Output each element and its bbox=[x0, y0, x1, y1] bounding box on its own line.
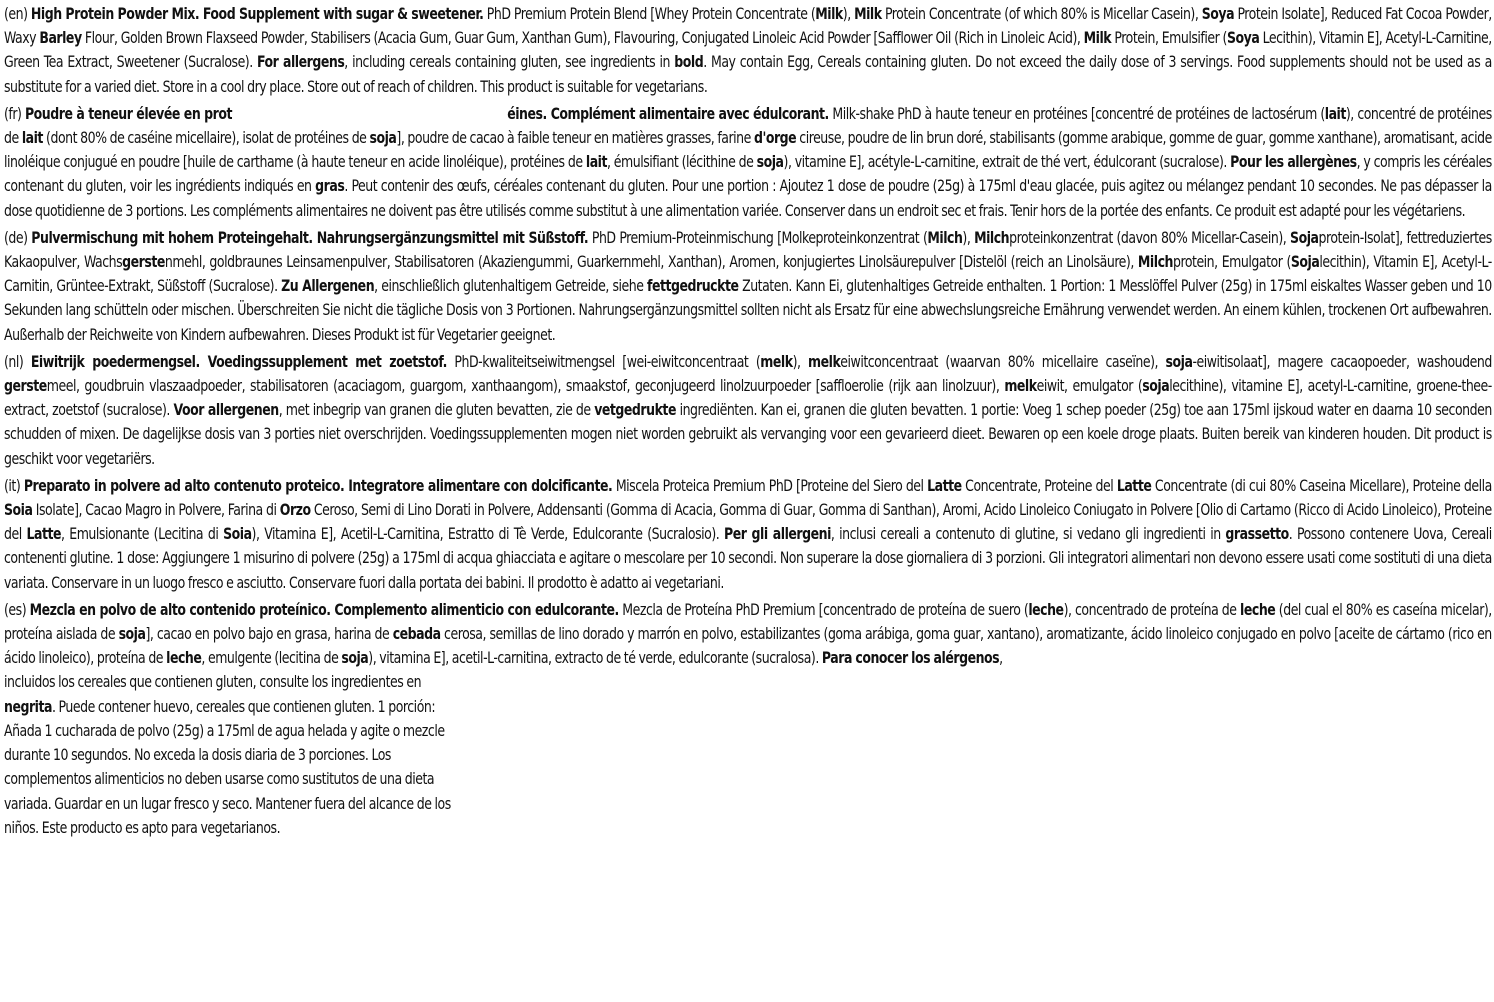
bold-run: cebada bbox=[392, 624, 441, 644]
bold-run: leche bbox=[166, 648, 202, 668]
bold-run: Soia bbox=[223, 524, 252, 544]
bold-run: Mezcla en polvo de alto contenido proteínico. Complemento alimenticio con edulcorante. bbox=[29, 599, 619, 619]
bold-run: Soja bbox=[1290, 227, 1319, 247]
text-run: ), concentrado de proteína de bbox=[1063, 599, 1241, 619]
text-run: . Peut contenir des œufs, céréales contenant du gluten. Pour une portion : Ajoutez 1 dose de poudre (25g) à 175ml d'eau glacée, puis agitez ou mélangez pendant 10 secondes. Ne pas dépasser la dose quotidienne de 3 portions. Les compléments alimentaires ne doivent pas être utilisés comme substitut à une alimentation variée. Conserver dans un endroit sec et frais. Tenir hors de la portée des enfants. Ce produit est adapté pour les végétariens. bbox=[4, 176, 1492, 220]
section-nl bbox=[4, 350, 1492, 471]
text-run: Milk-shake PhD à haute teneur en protéines [concentré de protéines de lactosérum ( bbox=[828, 103, 1325, 123]
text-run: (del cual el 80% es caseína micelar), proteína aislada de bbox=[4, 599, 1492, 644]
bold-run: Soya bbox=[1226, 28, 1260, 48]
text-run: eiwitconcentraat (waarvan 80% micellaire caseïne), bbox=[840, 351, 1166, 371]
label-text-document bbox=[4, 2, 1492, 843]
text-run: PhD Premium Protein Blend [Whey Protein Concentrate ( bbox=[483, 4, 816, 23]
section-de bbox=[4, 226, 1492, 347]
text-run: Protein Isolate], Reduced Fat Cocoa Powder, Waxy bbox=[4, 4, 1492, 48]
bold-run: melk bbox=[760, 351, 793, 371]
text-run: , emulgente (lecitina de bbox=[201, 648, 342, 668]
text-run: cireuse, poudre de lin brun doré, stabilisants (gomme arabique, gomme de guar, gomme xanthane), aromatisant, acide linoléique conjugué en poudre [huile de carthame (à haute teneur en acide linoléique), protéines de bbox=[4, 128, 1492, 172]
bold-run: soja bbox=[341, 648, 369, 668]
text-run: eiwit, emulgator ( bbox=[1036, 376, 1143, 396]
bold-run: Latte bbox=[26, 524, 62, 544]
bold-run: For allergens bbox=[257, 52, 345, 72]
text-run: lecithine), vitamine E], acetyl-L-carnitine, groene-thee-extract, zoetstof (sucralose). bbox=[4, 376, 1492, 420]
text-run: ), bbox=[842, 4, 855, 23]
bold-run: éines. Complément alimentaire avec édulcorant. bbox=[507, 103, 829, 123]
section-fr bbox=[4, 102, 1492, 223]
text-run: -eiwitisolaat], magere cacaopoeder, washoudend bbox=[1192, 351, 1492, 371]
text-run: Concentrate (di cui 80% Caseina Micellare), Proteine della bbox=[1151, 475, 1492, 495]
text-run: , émulsifiant (lécithine de bbox=[607, 152, 757, 172]
text-run: . Possono contenere Uova, Cereali contenenti glutine. 1 dose: Aggiungere 1 misurino di polvere (25g) a 175ml di acqua ghiacciata e agitare o mescolare per 10 secondi. Non superare la dose giornaliera di 3 porzioni. Gli integratori alimentari non devono essere usati come sostituti di una dieta variata. Conservare in un luogo fresco e asciutto. Conservare fuori dalla portata dei babini. Il prodotto è adatto ai vegetariani. bbox=[4, 524, 1492, 592]
bold-run: Latte bbox=[1116, 475, 1152, 495]
bold-run: Latte bbox=[927, 475, 962, 495]
text-run: Isolate], Cacao Magro in Polvere, Farina di bbox=[32, 500, 280, 520]
text-run: Concentrate, Proteine del bbox=[961, 475, 1117, 495]
bold-run: Eiwitrijk poedermengsel. Voedingssupplement met zoetstof. bbox=[30, 351, 447, 371]
text-run: , bbox=[999, 648, 1003, 668]
text-run: . May contain Egg, Cereals containing gluten. Do not exceed the daily dose of 3 servings. Food supplements should not be used as a substitute for a varied diet. Store in a cool dry place. Store out of reach of children. This product is suitable for vegetarians. bbox=[4, 52, 1492, 96]
text-run: Ceroso, Semi di Lino Dorati in Polvere, Addensanti (Gomma di Acacia, Gomma di Guar, Gomma di Santhan), Aromi, Acido Linoleico Coniugato in Polvere [Olio di Cartamo (Ricco di Acido Linoleico), Proteine del bbox=[4, 500, 1492, 544]
bold-run: bold bbox=[674, 52, 704, 72]
bold-run: vetgedrukte bbox=[594, 400, 676, 420]
text-run: protein-Isolat], fettreduziertes Kakaopulver, Wachs bbox=[4, 227, 1492, 272]
bold-run: Pour les allergènes bbox=[1230, 152, 1357, 172]
bold-run: gerste bbox=[122, 252, 165, 272]
bold-run: soja bbox=[118, 624, 146, 644]
bold-run: Soja bbox=[1290, 252, 1320, 272]
text-run: ), bbox=[792, 351, 809, 371]
bold-run: gras bbox=[315, 176, 345, 196]
text-run: cerosa, semillas de lino dorado y marrón en polvo, estabilizantes (goma arábiga, goma guar, xantano), aromatizante, ácido linoleico conjugado en polvo [aceite de cártamo (rico en ácido linoleico), proteína de bbox=[4, 624, 1492, 668]
bold-run: soja bbox=[756, 152, 784, 172]
text-run: Protein Concentrate (of which 80% is Micellar Casein), bbox=[881, 4, 1202, 23]
text-run: , y compris les céréales contenant du gluten, voir les ingrédients indiqués en bbox=[4, 152, 1492, 196]
text-run: ], poudre de cacao à faible teneur en matières grasses, farine bbox=[396, 128, 754, 148]
text-run: nmehl, goldbraunes Leinsamenpulver, Stabilisatoren (Akaziengummi, Guarkernmehl, Xanthan), Aromen, konjugiertes Linolsäurepulver [Distelöl (reich an Linolsäure), bbox=[164, 252, 1138, 272]
section-es-continued bbox=[4, 670, 451, 839]
section-en bbox=[4, 2, 1492, 99]
text-run: Lecithin), Vitamin E], Acetyl-L-Carnitine, Green Tea Extract, Sweetener (Sucralose). bbox=[4, 28, 1492, 72]
text-run: (it) bbox=[4, 475, 24, 495]
text-run: (en) bbox=[4, 4, 31, 23]
bold-run: soja bbox=[1142, 376, 1170, 396]
text-run: ), Vitamina E], Acetil-L-Carnitina, Estratto di Tè Verde, Edulcorante (Sucralosio). bbox=[251, 524, 725, 544]
text-run: Protein, Emulsifier ( bbox=[1111, 28, 1227, 48]
text-run: . Puede contener huevo, cereales que contienen gluten. 1 porción: Añada 1 cucharada de polvo (25g) a 175ml de agua helada y agite o mezcle durante 10 segundos. No exceda la dosis diaria de 3 porciones. Los complementos alimenticios no deben usarse como sustitutos de una dieta variada. Guardar en un lugar fresco y seco. Mantener fuera del alcance de los niños. Este producto es apto para vegetarianos. bbox=[4, 696, 451, 837]
text-run: protein, Emulgator ( bbox=[1172, 252, 1291, 272]
text-run: meel, goudbruin vlaszaadpoeder, stabilisatoren (acaciagom, guargom, xanthaangom), smaakstof, geconjugeerd linolzuurpoeder [saffloerolie (rijk aan linolzuur), bbox=[46, 376, 1005, 396]
bold-run: leche bbox=[1240, 599, 1276, 619]
bold-run: Para conocer los alérgenos bbox=[821, 648, 1000, 668]
bold-run: leche bbox=[1028, 599, 1064, 619]
text-run: lecithin), Vitamin E], Acetyl-L-Carnitin, Grüntee-Extrakt, Süßstoff (Sucralose). bbox=[4, 252, 1492, 296]
bold-run: d'orge bbox=[753, 128, 797, 148]
text-run: ], cacao en polvo bajo en grasa, harina de bbox=[145, 624, 393, 644]
text-run: , Emulsionante (Lecitina di bbox=[61, 524, 224, 544]
bold-run: lait bbox=[1324, 103, 1346, 123]
bold-run: Soia bbox=[4, 500, 33, 520]
bold-run: Zu Allergenen bbox=[281, 276, 375, 296]
text-run: Miscela Proteica Premium PhD [Proteine del Siero del bbox=[612, 475, 928, 495]
bold-run: melk bbox=[808, 351, 841, 371]
bold-run: High Protein Powder Mix. Food Supplement with sugar & sweetener. bbox=[30, 4, 484, 23]
text-run: , inclusi cereali a contenuto di glutine, si vedano gli ingredienti in bbox=[830, 524, 1226, 544]
bold-run: Orzo bbox=[279, 500, 311, 520]
text-run: PhD Premium-Proteinmischung [Molkeproteinkonzentrat ( bbox=[588, 227, 928, 247]
text-run: (fr) bbox=[4, 103, 25, 123]
text-run: Zutaten. Kann Ei, glutenhaltiges Getreide enthalten. 1 Portion: 1 Messlöffel Pulver (25g) in 175ml eiskaltes Wasser geben und 10 Sekunden lang schütteln oder mischen. Überschreiten Sie nicht die tägliche Dosis von 3 Portionen. Nahrungsergänzungsmittel sollten nicht als Ersatz für eine abwechslungsreiche Ernährung verwendet werden. An einem kühlen, trockenen Ort aufbewahren. Außerhalb der Reichweite von Kindern aufbewahren. Dieses Produkt ist für Vegetarier geeignet. bbox=[4, 276, 1492, 344]
text-run: (dont 80% de caséine micellaire), isolat de protéines de bbox=[42, 128, 370, 148]
bold-run: Pulvermischung mit hohem Proteingehalt. Nahrungsergänzungsmittel mit Süßstoff. bbox=[31, 227, 589, 247]
text-run: , including cereals containing gluten, see ingredients in bbox=[344, 52, 675, 72]
text-run: ingrediënten. Kan ei, granen die gluten bevatten. 1 portie: Voeg 1 schep poeder (25g) toe aan 175ml ijskoud water en daarna 10 seconden schudden of mixen. De dagelijkse dosis van 3 porties niet overschrijden. Voedingssupplementen mogen niet worden gebruikt als vervanging voor een gevarieerd dieet. Bewaren op een koele droge plaats. Buiten bereik van kinderen houden. Dit product is geschikt voor vegetariërs. bbox=[4, 400, 1492, 468]
text-run: , met inbegrip van granen die gluten bevatten, zie de bbox=[278, 400, 595, 420]
text-run: , einschließlich glutenhaltigem Getreide, siehe bbox=[374, 276, 647, 296]
text-run: ), vitamina E], acetil-L-carnitina, extracto de té verde, edulcorante (sucralosa). bbox=[368, 648, 822, 668]
text-run: ), vitamine E], acétyle-L-carnitine, extrait de thé vert, édulcorant (sucralose). bbox=[783, 152, 1231, 172]
bold-run: lait bbox=[585, 152, 608, 172]
bold-run: Milk bbox=[854, 4, 882, 23]
bold-run: Milk bbox=[1083, 28, 1112, 48]
section-it bbox=[4, 474, 1492, 595]
bold-run: Soya bbox=[1201, 4, 1235, 23]
bold-run: negrita bbox=[4, 696, 52, 716]
bold-run: Per gli allergeni bbox=[724, 524, 831, 544]
section-es bbox=[4, 598, 1492, 671]
text-run: (nl) bbox=[4, 351, 31, 371]
bold-run: Poudre à teneur élevée en prot bbox=[24, 103, 233, 123]
bold-run: Preparato in polvere ad alto contenuto proteico. Integratore alimentare con dolcificante. bbox=[23, 475, 613, 495]
bold-run: Milch bbox=[927, 227, 963, 247]
bold-run: lait bbox=[21, 128, 43, 148]
bold-run: Voor allergenen bbox=[173, 400, 279, 420]
bold-run: soja bbox=[1165, 351, 1193, 371]
bold-run: fettgedruckte bbox=[646, 276, 739, 296]
bold-run: gerste bbox=[4, 376, 47, 396]
bold-run: Milk bbox=[815, 4, 843, 23]
text-run: Flour, Golden Brown Flaxseed Powder, Stabilisers (Acacia Gum, Guar Gum, Xanthan Gum), Flavouring, Conjugated Linoleic Acid Powder [Safflower Oil (Rich in Linoleic Acid), bbox=[81, 28, 1084, 48]
text-run: ), bbox=[962, 227, 975, 247]
bold-run: Barley bbox=[39, 28, 82, 48]
bold-run: grassetto bbox=[1225, 524, 1289, 544]
bold-run: soja bbox=[369, 128, 397, 148]
text-run: incluidos los cereales que contienen gluten, consulte los ingredientes en bbox=[4, 672, 422, 692]
text-run: PhD-kwaliteitseiwitmengsel [wei-eiwitconcentraat ( bbox=[446, 351, 761, 371]
text-run: (es) bbox=[4, 599, 30, 619]
text-run: (de) bbox=[4, 227, 32, 247]
bold-run: Milch bbox=[974, 227, 1010, 247]
text-run: proteinkonzentrat (davon 80% Micellar-Casein), bbox=[1009, 227, 1291, 247]
text-run: Mezcla de Proteína PhD Premium [concentrado de proteína de suero ( bbox=[618, 599, 1029, 619]
bold-run: melk bbox=[1004, 376, 1037, 396]
text-run: ), concentré de protéines de bbox=[4, 103, 1492, 148]
bold-run: Milch bbox=[1137, 252, 1173, 272]
